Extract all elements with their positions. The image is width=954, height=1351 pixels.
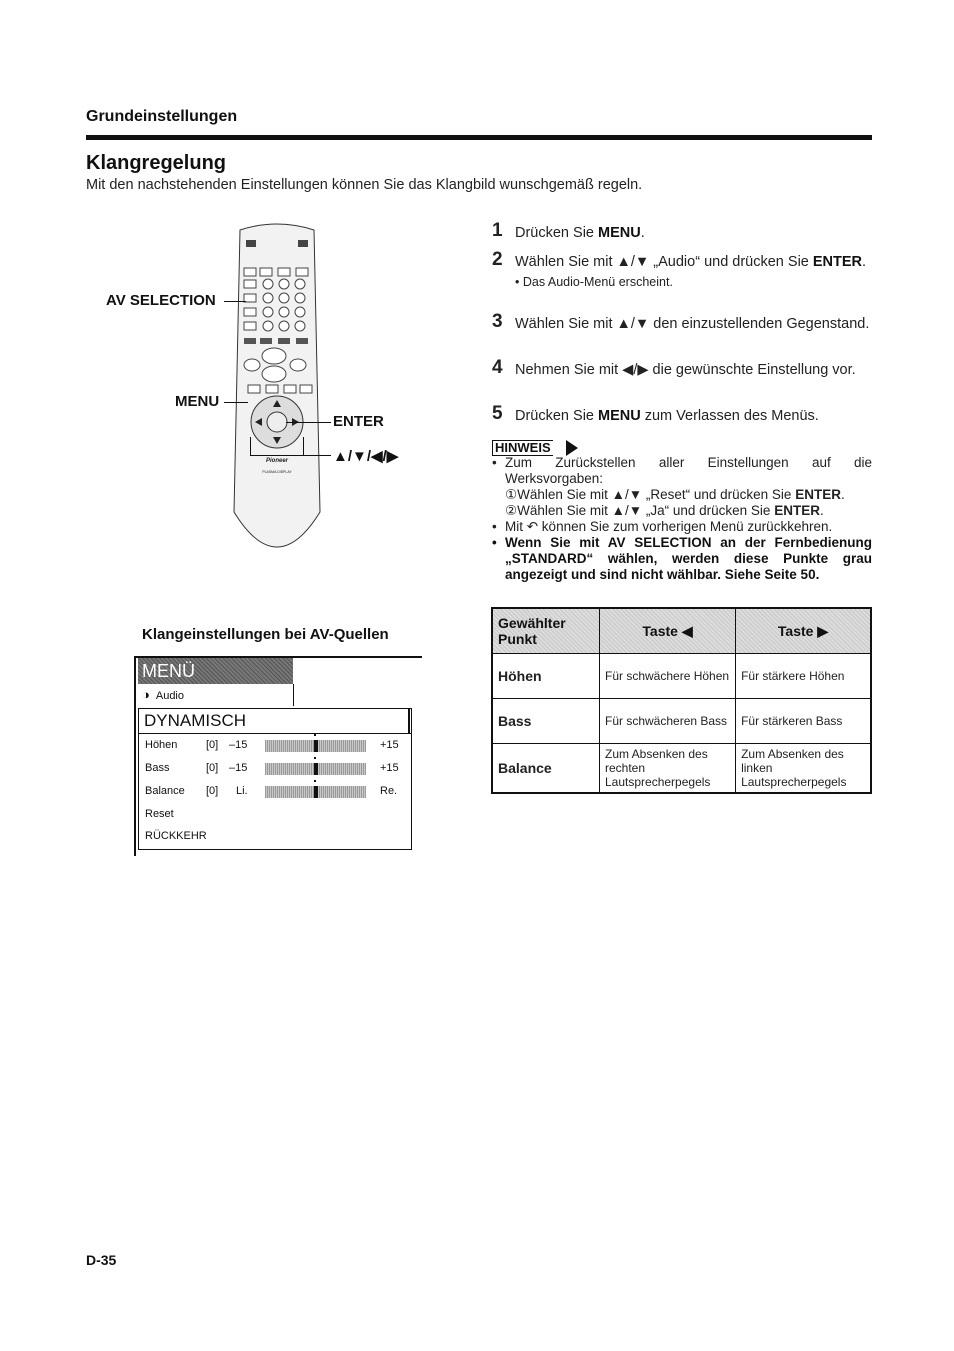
slider-center-dot xyxy=(314,757,316,759)
table-row xyxy=(492,654,871,699)
leader-arrows xyxy=(250,455,331,456)
step-2: 2 Wählen Sie mit ▲/▼ „Audio“ und drücken Sie ENTER. • Das Audio-Menü erscheint. xyxy=(492,249,867,289)
step-1: 1 Drücken Sie MENU. xyxy=(492,220,645,241)
table-header: Taste ◀ xyxy=(600,608,736,654)
slider-balance xyxy=(265,786,366,798)
preset-border xyxy=(408,708,410,734)
page-number: D-35 xyxy=(86,1252,117,1268)
menu-audio-label: Audio xyxy=(155,690,184,702)
preset-divider xyxy=(138,733,412,734)
menu-item-value: [0] xyxy=(206,762,219,774)
preset-label: DYNAMISCH xyxy=(144,711,247,730)
callout-av-selection: AV SELECTION xyxy=(106,292,216,309)
leader-arrows-right xyxy=(303,437,304,455)
table-cell: Höhen xyxy=(492,654,600,699)
menu-item-balance-label: Balance xyxy=(145,785,185,797)
menu-item-hoehen-label: Höhen xyxy=(145,739,178,751)
callout-menu: MENU xyxy=(175,393,220,410)
table-header: Taste ▶ xyxy=(736,608,871,654)
table-row xyxy=(492,699,871,744)
table-row xyxy=(492,744,871,794)
menu-audio-row xyxy=(138,684,294,706)
slider-center-dot xyxy=(314,734,316,736)
table-cell: Zum Absenken des rechten Lautsprecherpegels xyxy=(600,744,736,794)
table-cell: Für stärkere Höhen xyxy=(736,654,871,699)
table-cell: Für stärkeren Bass xyxy=(736,699,871,744)
menu-item-max: +15 xyxy=(380,762,399,774)
menu-item-value: [0] xyxy=(206,785,219,797)
table-cell: Zum Absenken des linken Lautsprecherpegels xyxy=(736,744,871,794)
menu-item-back: RÜCKKEHR xyxy=(145,830,207,842)
leader-enter xyxy=(286,422,331,423)
menu-item-value: [0] xyxy=(206,739,219,751)
remote-brand: Pioneer xyxy=(265,458,289,464)
remote-control-illustration xyxy=(232,222,322,567)
section-label: Grundeinstellungen xyxy=(86,108,238,125)
callout-enter: ENTER xyxy=(333,413,384,430)
slider-bass xyxy=(265,763,366,775)
table-header-row xyxy=(492,608,871,654)
slider-center-dot xyxy=(314,780,316,782)
slider-hoehen xyxy=(265,740,366,752)
table-cell: Balance xyxy=(492,744,600,794)
table-cell: Für schwächeren Bass xyxy=(600,699,736,744)
speaker-icon: ◑ xyxy=(142,687,150,702)
menu-item-min: –15 xyxy=(229,739,248,751)
hinweis-label: HINWEIS xyxy=(492,440,553,456)
menu-item-min: –15 xyxy=(229,762,248,774)
intro-text: Mit den nachstehenden Einstellungen können Sie das Klangbild wunschgemäß regeln. xyxy=(86,177,643,193)
leader-menu xyxy=(224,402,248,403)
step-5: 5 Drücken Sie MENU zum Verlassen des Menüs. xyxy=(492,403,819,424)
panel-title: Klangeinstellungen bei AV-Quellen xyxy=(142,626,389,643)
menu-item-max: Re. xyxy=(380,785,398,797)
menu-item-min: Li. xyxy=(236,785,248,797)
remote-display-text: PLASMA DISPLAY xyxy=(262,470,292,474)
slider-handle xyxy=(314,763,318,775)
panel-vertical-rule xyxy=(134,656,136,856)
menu-item-max: +15 xyxy=(380,739,399,751)
slider-handle xyxy=(314,740,318,752)
leader-arrows-left xyxy=(250,437,251,455)
table-header: Gewählter Punkt xyxy=(492,608,600,654)
section-rule xyxy=(86,135,872,140)
callout-arrows: ▲/▼/◀/▶ xyxy=(333,448,399,465)
note-standard: • Wenn Sie mit AV SELECTION an der Fernbedienung „STANDARD“ wählen, werden diese Punkte grau angezeigt und sind nicht wählbar. Siehe Seite 50. xyxy=(492,535,872,582)
note-reset: • Zum Zurückstellen aller Einstellungen auf die Werksvorgaben: ①Wählen Sie mit ▲/▼ „Reset“ und drücken Sie ENTER. ②Wählen Sie mit ▲/▼ „Ja“ und drücken Sie ENTER. xyxy=(492,455,872,518)
leader-av xyxy=(224,301,246,302)
menu-header: MENÜ xyxy=(138,658,293,684)
table-cell: Für schwächere Höhen xyxy=(600,654,736,699)
table-cell: Bass xyxy=(492,699,600,744)
hinweis-arrow-icon xyxy=(566,440,578,456)
settings-table xyxy=(491,607,872,794)
menu-item-reset: Reset xyxy=(145,808,174,820)
menu-item-bass-label: Bass xyxy=(145,762,170,774)
slider-handle xyxy=(314,786,318,798)
page-title: Klangregelung xyxy=(86,152,227,174)
step-4: 4 Nehmen Sie mit ◀/▶ die gewünschte Einstellung vor. xyxy=(492,357,856,378)
step-3: 3 Wählen Sie mit ▲/▼ den einzustellenden Gegenstand. xyxy=(492,311,870,332)
note-back: • Mit ↶ können Sie zum vorherigen Menü zurückkehren. xyxy=(492,519,833,534)
